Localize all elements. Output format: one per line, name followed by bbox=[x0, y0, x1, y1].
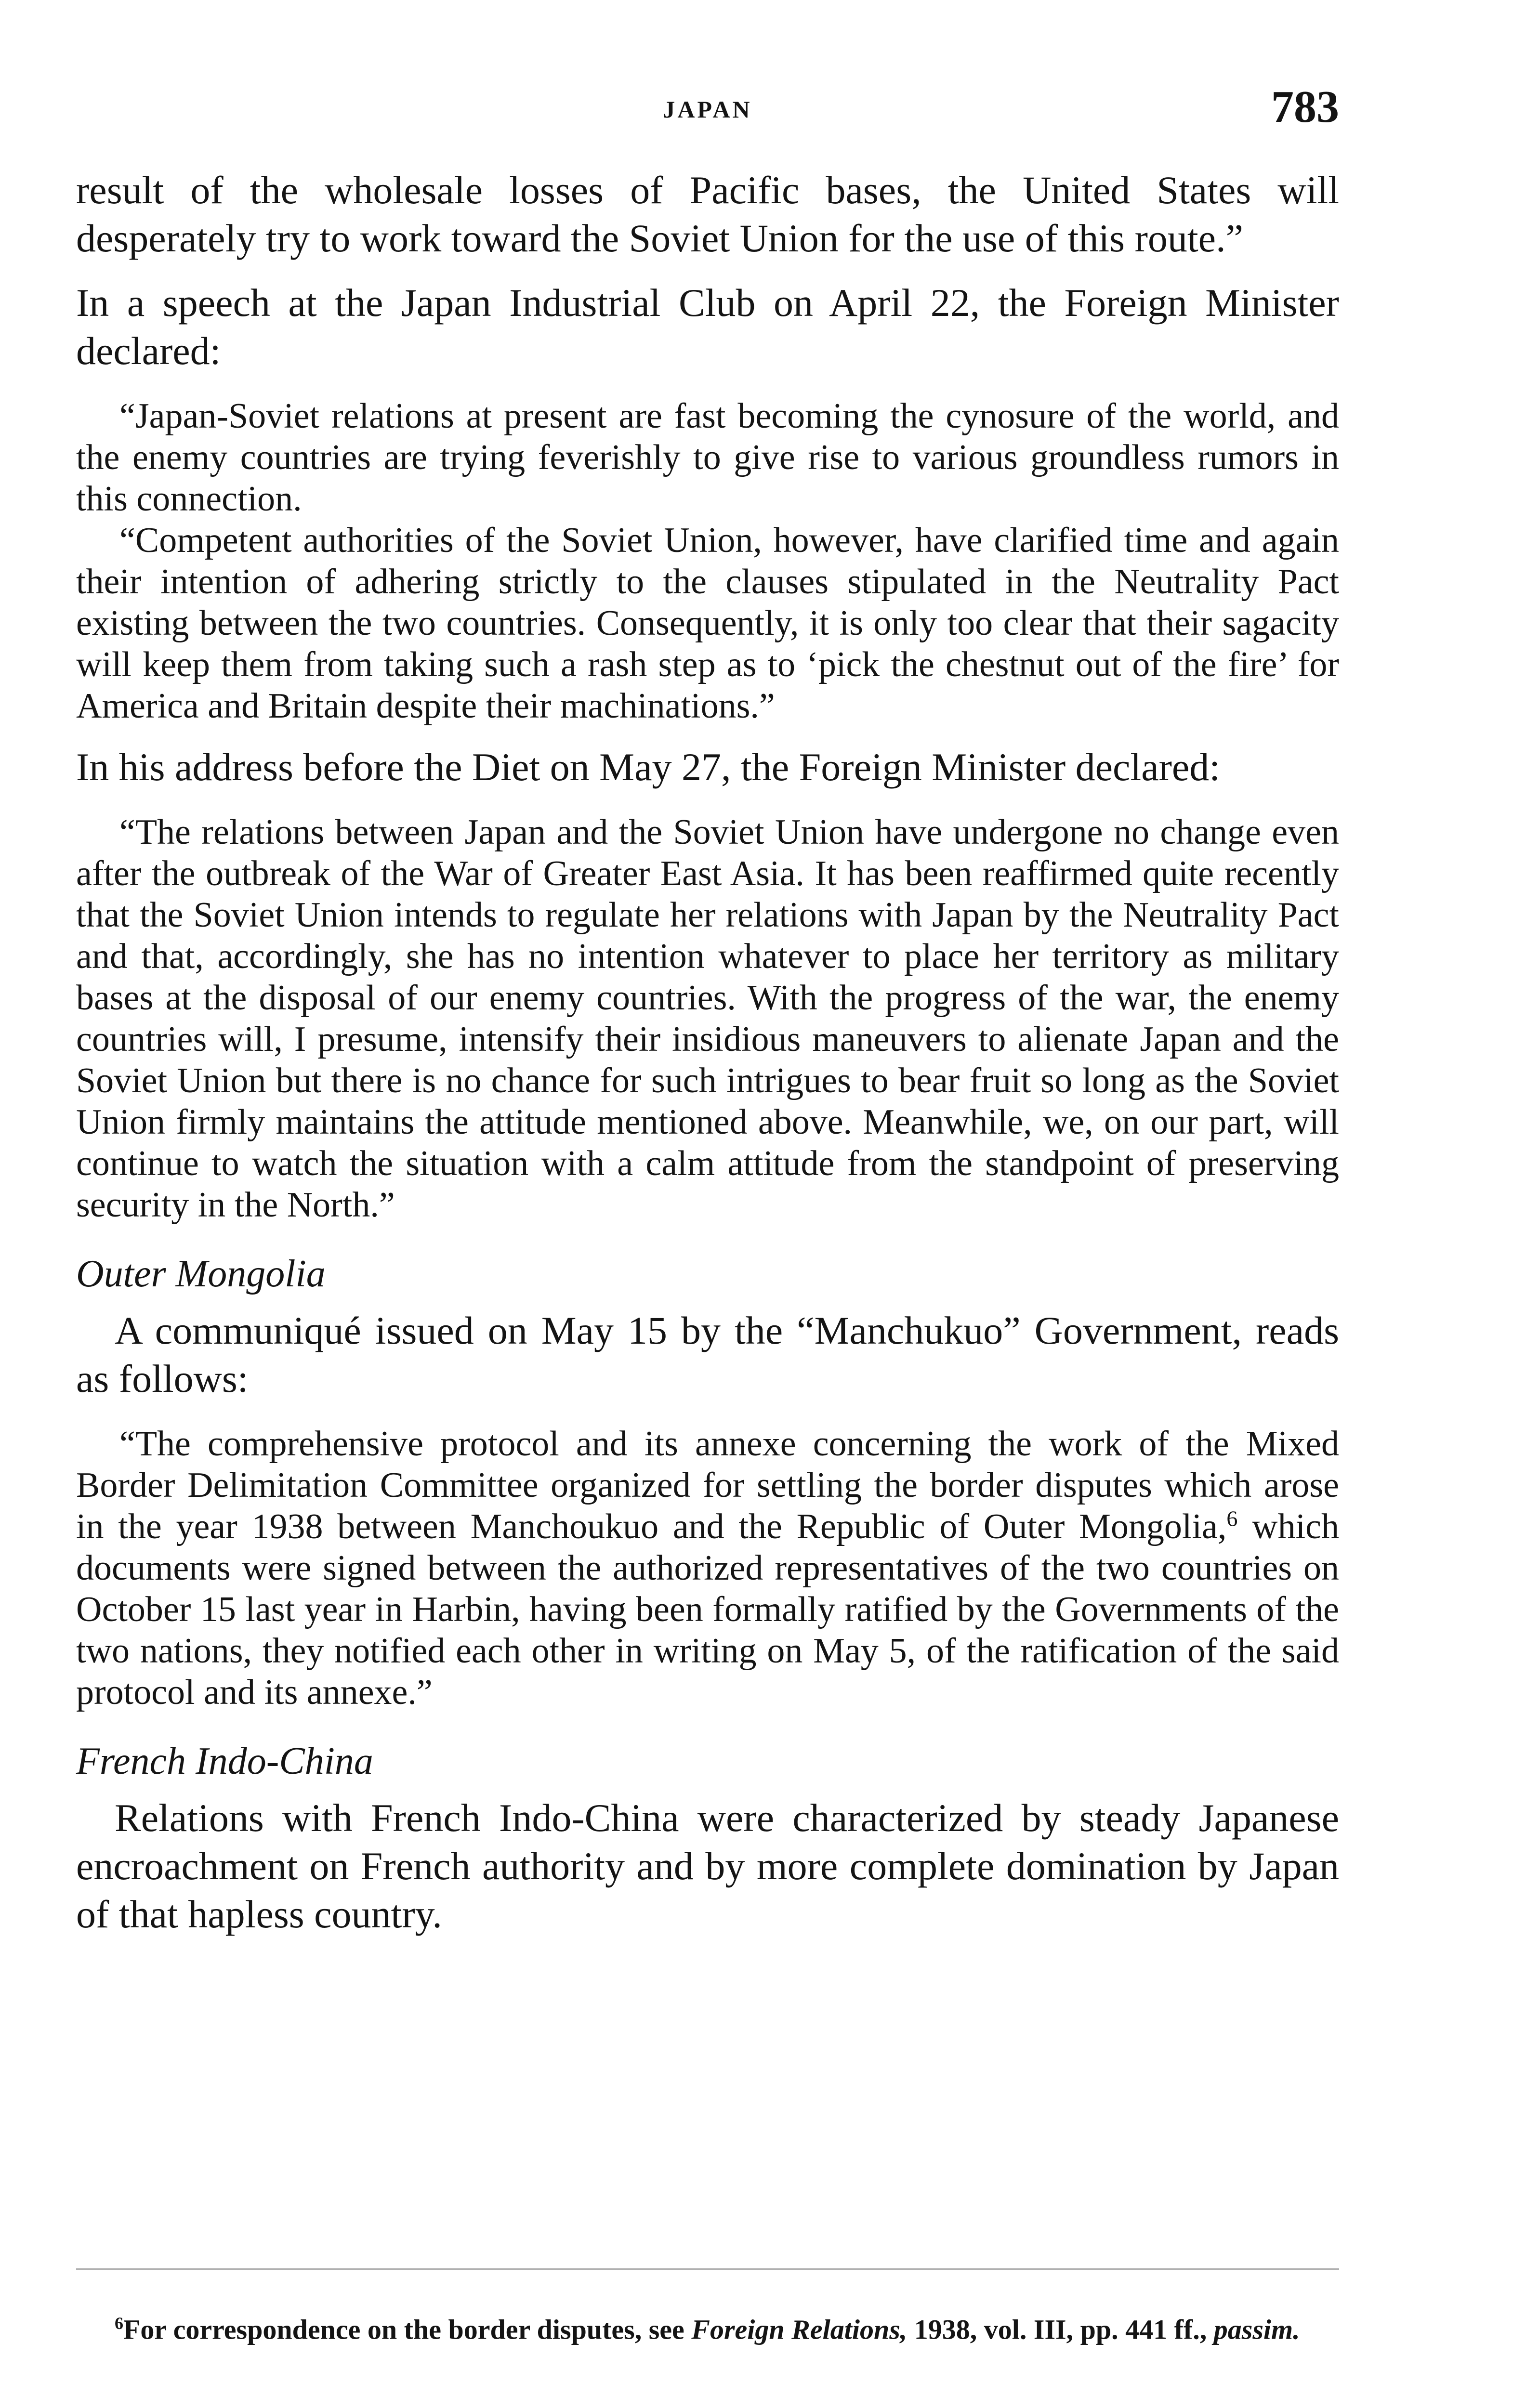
quote-competent-authorities: “Competent authorities of the Soviet Union, however, have clarified time and again their intention of adhering strictly to the clauses stipulated in the Neutrality Pact existing between the two countries. Consequently, it is only too clear that their sagacity will keep them from taking such a rash step as to ‘pick the chestnut out of the fire’ for America and Britain despite their machinations.” bbox=[76, 521, 1339, 726]
paragraph-communique: A communiqué issued on May 15 by the “Manchukuo” Government, reads as follows: bbox=[76, 1309, 1339, 1400]
quote-japan-soviet-relations: “Japan-Soviet relations at present are fast becoming the cynosure of the world, and the enemy countries are trying feverishly to give rise to various groundless rumors in this connection. bbox=[76, 396, 1339, 519]
paragraph-diet-address: In his address before the Diet on May 27, the Foreign Minister declared: bbox=[76, 745, 1221, 789]
section-heading-outer-mongolia: Outer Mongolia bbox=[76, 1253, 326, 1295]
footnote bbox=[76, 2304, 1339, 2348]
body-text bbox=[76, 166, 1339, 1938]
quote-protocol bbox=[76, 1423, 1339, 1713]
running-head: JAPAN bbox=[663, 96, 752, 123]
section-heading-french-indochina: French Indo-China bbox=[76, 1740, 373, 1782]
quote-protocol-part-2: which documents were signed between the authorized representatives of the two countries on October 15 last year in Harbin, having been formally ratified by the Governments of the two nations, they notified each other in writing on May 5, of the ratification of the said protocol and its annexe.” bbox=[76, 1507, 1339, 1712]
paragraph-indochina: Relations with French Indo-China were characterized by steady Japanese encroachment on French authority and by more complete domination by Japan of that hapless country. bbox=[76, 1796, 1339, 1936]
footnote-reference: 6 bbox=[1226, 1506, 1238, 1531]
footnote-divider bbox=[76, 2268, 1339, 2270]
footnote-mark: 6 bbox=[115, 2314, 123, 2333]
paragraph-continuation: result of the wholesale losses of Pacific bases, the United States will desperately try to work toward the Soviet Union for the use of this route.” bbox=[76, 168, 1339, 260]
page-header bbox=[76, 81, 1339, 134]
paragraph-industrial-club: In a speech at the Japan Industrial Club on April 22, the Foreign Minister declared: bbox=[76, 281, 1339, 373]
page-number: 783 bbox=[1271, 82, 1339, 132]
quote-diet-address: “The relations between Japan and the Soviet Union have undergone no change even after the outbreak of the War of Greater East Asia. It has been reaffirmed quite recently that the Soviet Union intends to regulate her relations with Japan by the Neutrality Pact and that, accordingly, she has no intention whatever to place her territory as military bases at the disposal of our enemy countries. With the progress of the war, the enemy countries will, I presume, intensify their insidious maneuvers to alienate Japan and the Soviet Union but there is no chance for such intrigues to bear fruit so long as the Soviet Union firmly maintains the attitude mentioned above. Meanwhile, we, on our part, will continue to watch the situation with a calm attitude from the standpoint of preserving security in the North.” bbox=[76, 812, 1339, 1225]
footnote-source-title: Foreign Relations, bbox=[691, 2314, 908, 2345]
footnote-text-before: For correspondence on the border disputes, see bbox=[123, 2314, 692, 2345]
footnote-text-after: 1938, vol. III, pp. 441 ff., bbox=[907, 2314, 1214, 2345]
footnote-passim: passim. bbox=[1213, 2314, 1300, 2345]
quote-protocol-part-1: “The comprehensive protocol and its annexe concerning the work of the Mixed Border Delimitation Committee organized for settling the border disputes which arose in the year 1938 between Manchoukuo and the Republic of Outer Mongolia, bbox=[76, 1424, 1339, 1546]
